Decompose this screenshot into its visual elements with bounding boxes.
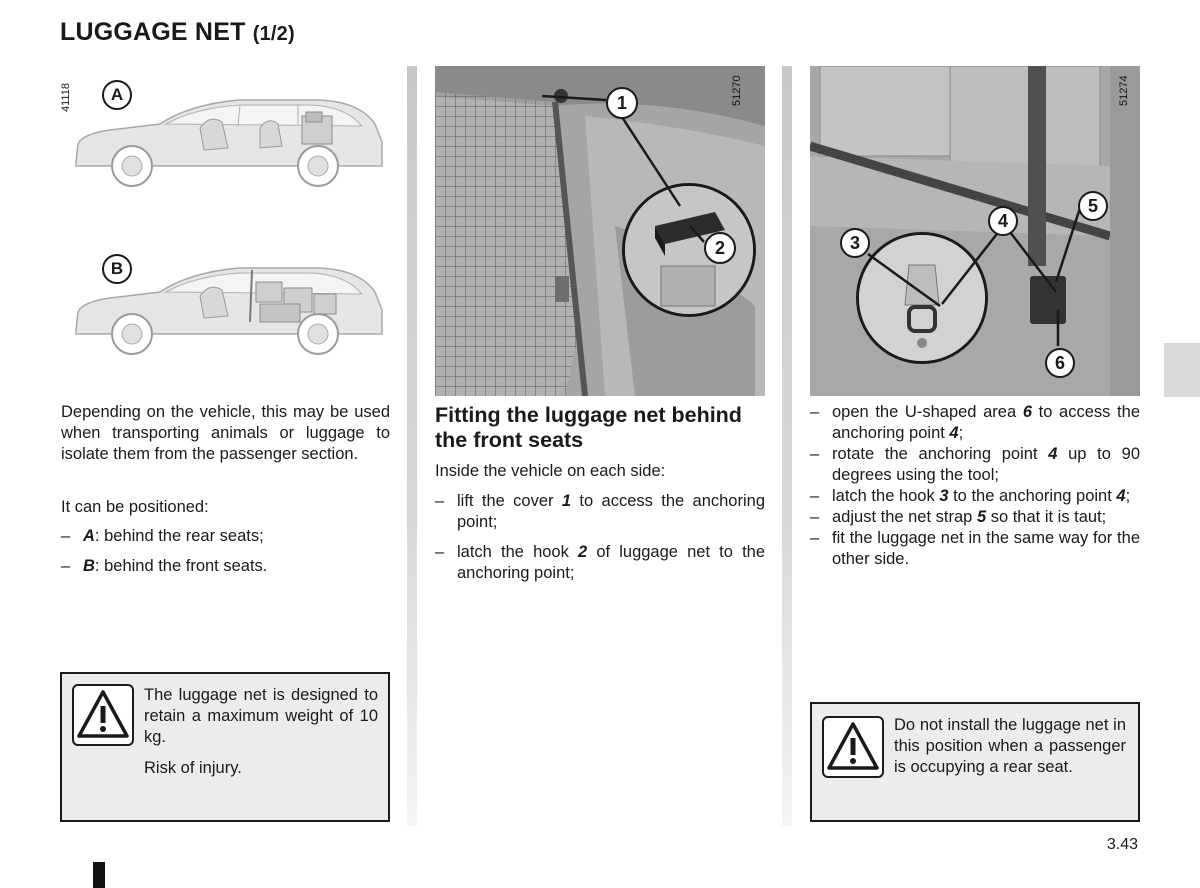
callout-4: 4 [988, 206, 1018, 236]
callout-leader-lines-mid [540, 86, 770, 266]
car-diagram-figure [62, 66, 392, 366]
car-a-illustration [70, 94, 390, 194]
list-item: – A: behind the rear seats; [61, 527, 264, 545]
list-item: – fit the luggage net in the same way for the other side. [810, 529, 1140, 568]
list-item: – latch the hook 3 to the anchoring point 4; [810, 487, 1131, 505]
column-separator-2 [782, 66, 792, 826]
chapter-tab [1164, 343, 1200, 397]
corner-mark [93, 862, 105, 888]
list-item: – open the U-shaped area 6 to access the anchoring point 4; [810, 403, 1140, 442]
warning-text: Do not install the luggage net in this position when a passenger is occupying a rear seat. [894, 716, 1126, 776]
warning-box-passenger [810, 702, 1140, 822]
callout-6: 6 [1045, 348, 1075, 378]
warning-triangle-icon [72, 684, 134, 746]
warning-risk-text: Risk of injury. [144, 759, 242, 777]
list-item: – lift the cover 1 to access the anchoring point; [435, 492, 765, 531]
list-item: – latch the hook 2 of luggage net to the anchoring point; [435, 543, 766, 582]
car-b-illustration [70, 262, 390, 362]
title-main: LUGGAGE NET [60, 18, 246, 46]
warning-text: The luggage net is designed to retain a maximum weight of 10 kg. [144, 686, 378, 746]
warning-box-weight [60, 672, 390, 822]
callout-3: 3 [840, 228, 870, 258]
callout-5: 5 [1078, 191, 1108, 221]
intro-paragraph: Depending on the vehicle, this may be used when transporting animals or luggage to isolate them from the passenger section. [61, 403, 390, 463]
page-number: 3.43 [1106, 836, 1138, 853]
callout-2: 2 [704, 232, 736, 264]
callout-1: 1 [606, 87, 638, 119]
figure-code: 51270 [731, 75, 743, 106]
title-sub: (1/2) [252, 23, 295, 45]
position-list [61, 526, 390, 586]
list-item: – rotate the anchoring point 4 up to 90 degrees using the tool; [810, 445, 1140, 484]
position-label-a: A [102, 80, 132, 110]
figure-code: 41118 [60, 83, 72, 112]
figure-code: 51274 [1118, 75, 1130, 106]
inside-intro: Inside the vehicle on each side: [435, 462, 666, 480]
list-item: – B: behind the front seats. [61, 557, 268, 575]
position-label-b: B [102, 254, 132, 284]
section-heading: Fitting the luggage net behind the front seats [435, 403, 742, 452]
list-item: – adjust the net strap 5 so that it is taut; [810, 508, 1107, 526]
right-steps-list [810, 402, 1140, 570]
callout-leader-lines-right [850, 198, 1110, 368]
warning-triangle-icon [822, 716, 884, 778]
middle-steps-list [435, 491, 765, 593]
page-title [60, 18, 295, 47]
positioned-text: It can be positioned: [61, 498, 209, 516]
column-separator-1 [407, 66, 417, 826]
